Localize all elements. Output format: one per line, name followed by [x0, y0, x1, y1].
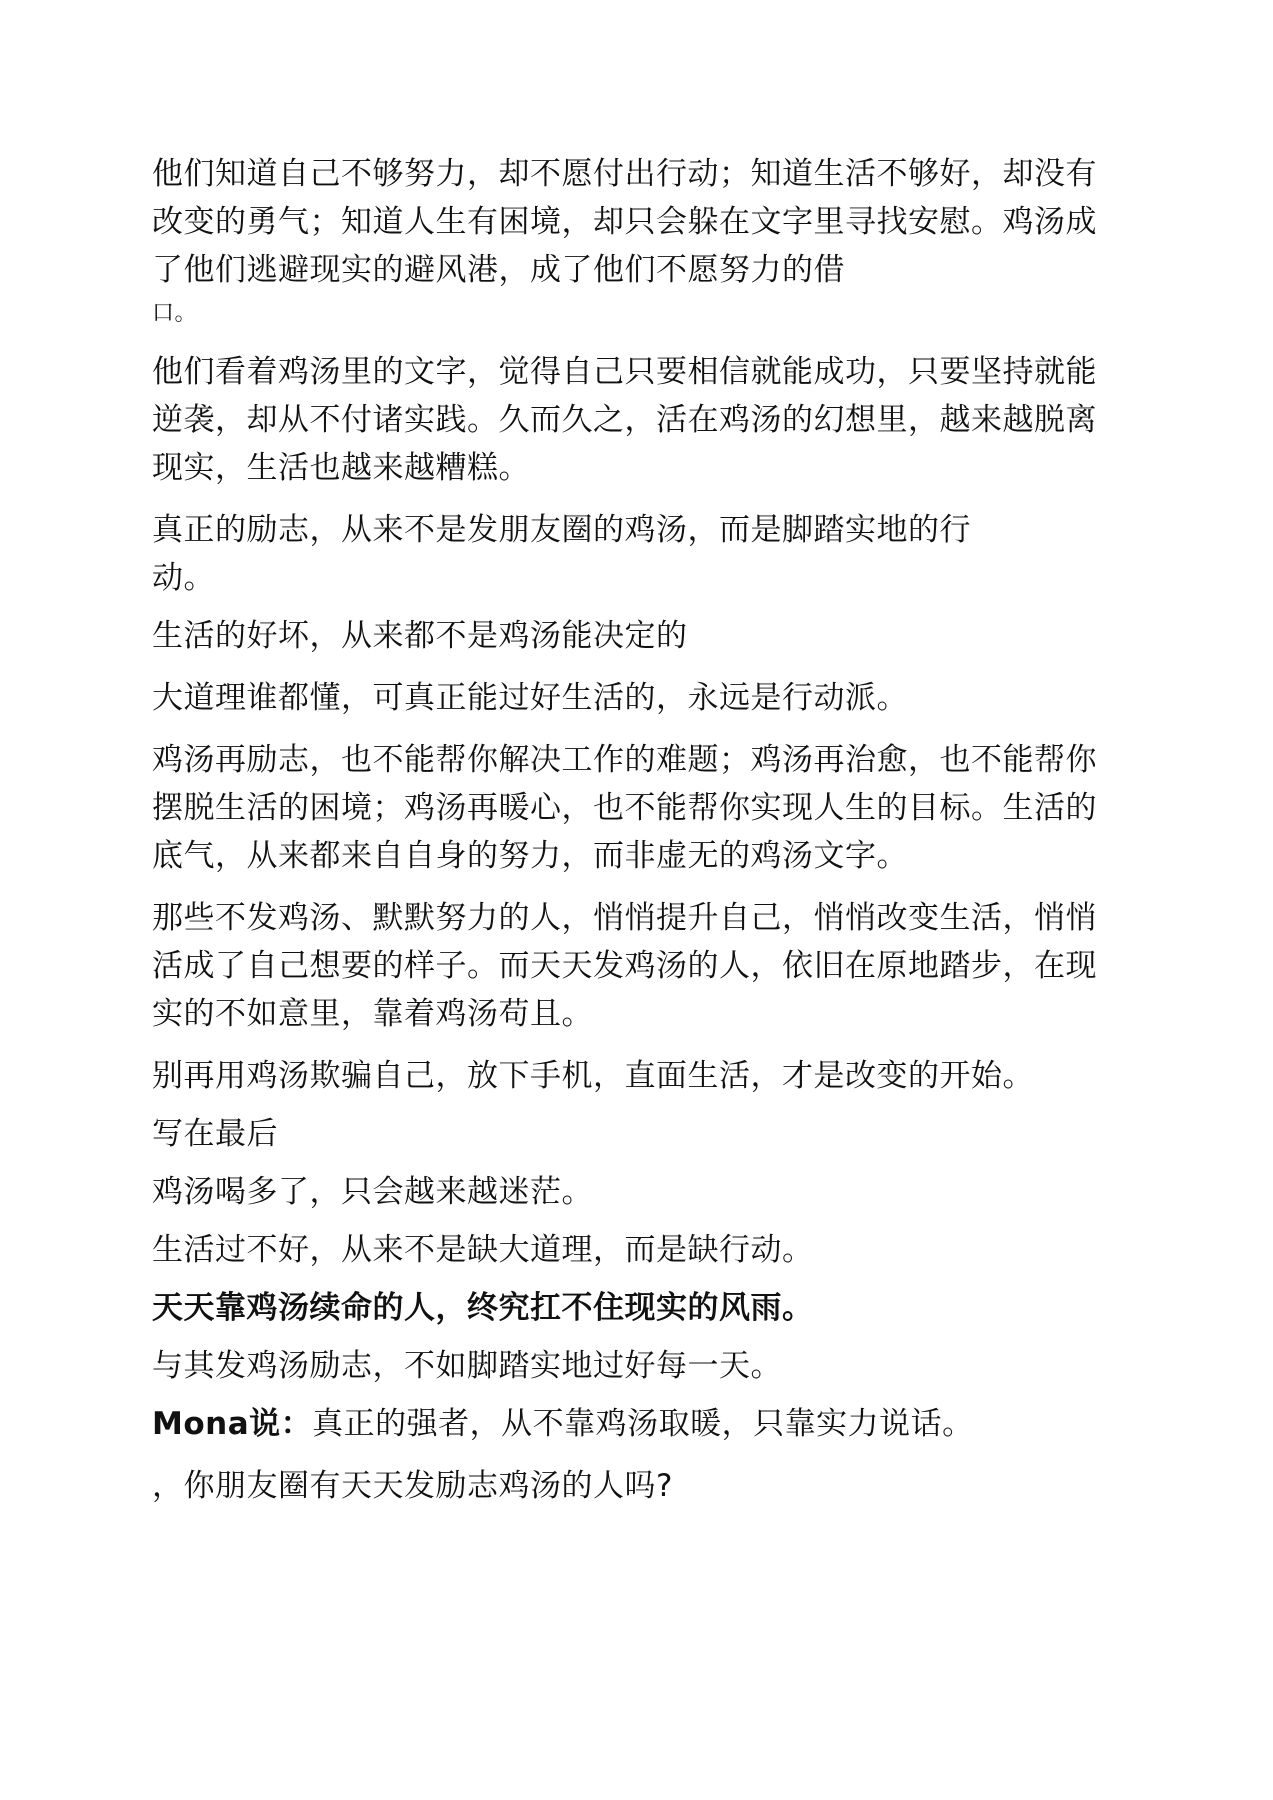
paragraph-1-text: 他们知道自己不够努力，却不愿付出行动；知道生活不够好，却没有改变的勇气；知道人生有困境，却只会躲在文字里寻找安慰。鸡汤成了他们逃避现实的避风港，成了他们不愿努力的借: [152, 156, 1097, 288]
paragraph-2: 他们看着鸡汤里的文字，觉得自己只要相信就能成功，只要坚持就能逆袭，却从不付诸实践。久而久之，活在鸡汤的幻想里，越来越脱离现实，生活也越来越糟糕。: [152, 354, 1097, 486]
paragraph-1: [152, 150, 1112, 334]
article-body: [152, 150, 1112, 1510]
paragraph-5: 大道理谁都懂，可真正能过好生活的，永远是行动派。: [152, 680, 908, 716]
section-heading: 写在最后: [152, 1116, 278, 1152]
paragraph-13: 与其发鸡汤励志，不如脚踏实地过好每一天。: [152, 1348, 782, 1384]
paragraph-6: 鸡汤再励志，也不能帮你解决工作的难题；鸡汤再治愈，也不能帮你摆脱生活的困境；鸡汤再暖心，也不能帮你实现人生的目标。生活的底气，从来都来自自身的努力，而非虚无的鸡汤文字。: [152, 742, 1097, 874]
paragraph-14-text: 真正的强者，从不靠鸡汤取暖，只靠实力说话。: [312, 1406, 974, 1442]
paragraph-8: 别再用鸡汤欺骗自己，放下手机，直面生活，才是改变的开始。: [152, 1058, 1034, 1094]
paragraph-10: 鸡汤喝多了，只会越来越迷茫。: [152, 1174, 593, 1210]
speaker-prefix: Mona说：: [152, 1406, 313, 1442]
paragraph-3-line-2: 动。: [152, 560, 215, 596]
paragraph-11: 生活过不好，从来不是缺大道理，而是缺行动。: [152, 1232, 814, 1268]
closing-question: ，你朋友圈有天天发励志鸡汤的人吗?: [152, 1468, 673, 1504]
paragraph-12-bold: 天天靠鸡汤续命的人，终究扛不住现实的风雨。: [152, 1290, 814, 1326]
paragraph-3: [152, 506, 1112, 602]
paragraph-1-tail: 口。: [152, 301, 198, 326]
paragraph-7: 那些不发鸡汤、默默努力的人，悄悄提升自己，悄悄改变生活，悄悄活成了自己想要的样子。而天天发鸡汤的人，依旧在原地踏步，在现实的不如意里，靠着鸡汤苟且。: [152, 900, 1097, 1032]
paragraph-4: 生活的好坏，从来都不是鸡汤能决定的: [152, 618, 688, 654]
paragraph-3-line-1: 真正的励志，从来不是发朋友圈的鸡汤，而是脚踏实地的行: [152, 512, 971, 548]
paragraph-14: [152, 1400, 1112, 1448]
